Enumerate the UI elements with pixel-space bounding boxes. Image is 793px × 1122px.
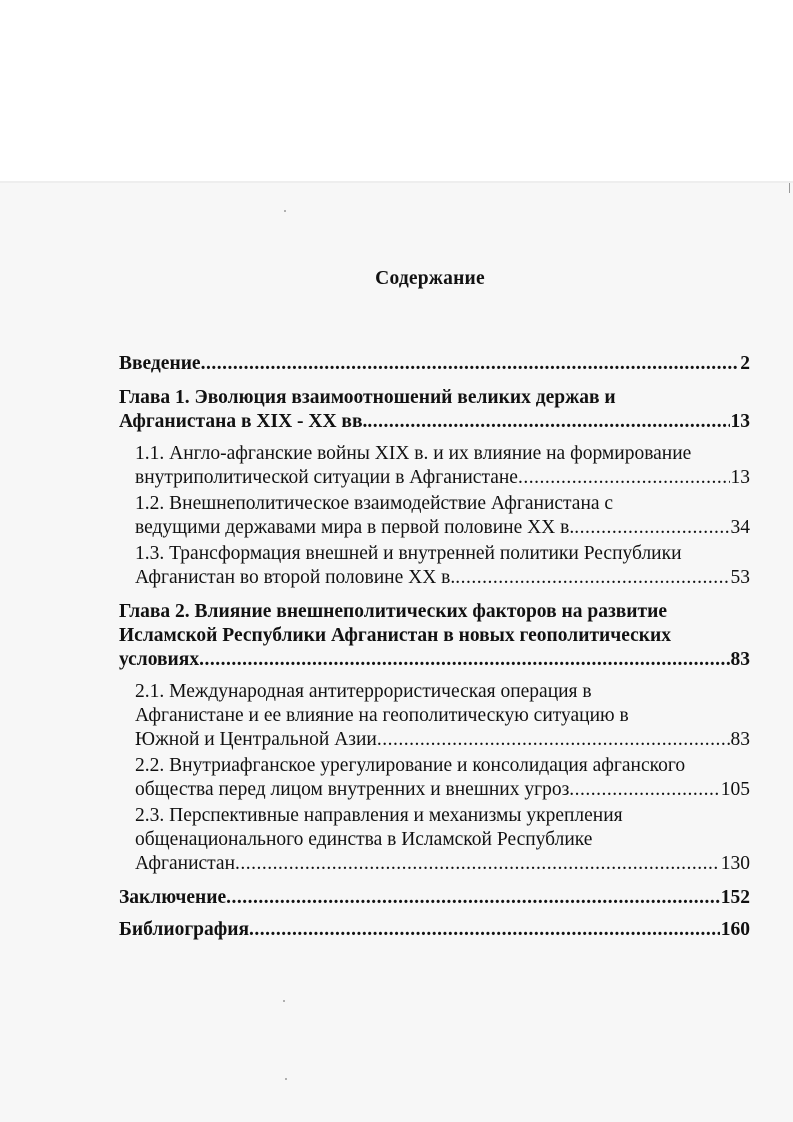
dot-leader: [569, 778, 719, 802]
scan-speck: [284, 210, 286, 212]
toc-entry-title: Введение: [119, 353, 201, 374]
dot-leader: [199, 648, 729, 672]
toc-entry-title: 1.3. Трансформация внешней и внутренней политики Республики: [135, 543, 682, 564]
toc-page-number: 13: [730, 467, 750, 488]
toc-entry-title: 1.2. Внешнеполитическое взаимодействие Афганистана с: [135, 493, 614, 514]
toc-entry-title-cont: Афганистан во второй половине XX в.: [135, 567, 456, 588]
toc-entry-bibliography[interactable]: [119, 918, 750, 942]
dot-leader: [367, 410, 729, 434]
toc-page-number: 83: [730, 649, 750, 670]
dot-leader: [377, 728, 730, 752]
toc-entry-title: 2.1. Международная антитеррористическая операция в: [135, 681, 592, 702]
toc-entry-title-cont: Афганистана в XIX - XX вв.: [119, 411, 368, 432]
toc-entry-title: Глава 1. Эволюция взаимоотношений великих держав и: [119, 387, 616, 408]
toc-page-number: 130: [720, 853, 750, 874]
dot-leader: [226, 886, 720, 910]
toc-entry-section-1-3[interactable]: [119, 542, 750, 590]
toc-entry-title: 2.3. Перспективные направления и механизмы укрепления: [135, 805, 623, 826]
toc-entry-section-2-1[interactable]: [119, 680, 750, 752]
toc-entry-title-cont: общества перед лицом внутренних и внешних угроз: [135, 779, 570, 800]
dot-leader: [574, 516, 729, 540]
dot-leader: [249, 918, 720, 942]
toc-entry-chapter-2[interactable]: [119, 600, 750, 672]
page-title: Содержание: [375, 268, 485, 289]
toc-entry-title: 2.2. Внутриафганское урегулирование и консолидация афганского: [135, 755, 686, 776]
toc-entry-title-cont: общенационального единства в Исламской Республике: [135, 829, 593, 850]
toc-entry-title: Заключение: [119, 887, 227, 908]
toc-entry-title-cont: Исламской Республики Афганистан в новых геополитических: [119, 625, 672, 646]
toc-entry-section-1-1[interactable]: [119, 442, 750, 490]
toc-entry-title-cont: ведущими державами мира в первой половине XX в.: [135, 517, 575, 538]
toc-entry-chapter-1[interactable]: [119, 386, 750, 434]
toc-entry-title-cont: условиях: [119, 649, 200, 670]
toc-entry-section-2-3[interactable]: [119, 804, 750, 876]
dot-leader: [201, 352, 740, 376]
toc-page-number: 160: [720, 919, 750, 940]
table-of-contents: [119, 352, 750, 942]
toc-entry-title-cont: внутриполитической ситуации в Афганистане: [135, 467, 518, 488]
toc-entry-title: Глава 2. Влияние внешнеполитических факторов на развитие: [119, 601, 668, 622]
toc-page-number: 152: [720, 887, 750, 908]
toc-page-number: 13: [730, 411, 750, 432]
toc-page-number: 105: [720, 779, 750, 800]
toc-entry-title-cont: Афганистан: [135, 853, 236, 874]
dot-leader: [518, 466, 730, 490]
dot-leader: [455, 566, 729, 590]
toc-page-number: 34: [730, 517, 750, 538]
toc-entry-title: 1.1. Англо-афганские войны XIX в. и их влияние на формирование: [135, 443, 692, 464]
toc-page-number: 83: [730, 729, 750, 750]
scan-speck: [283, 1000, 285, 1002]
toc-entry-conclusion[interactable]: [119, 886, 750, 910]
toc-entry-title-cont: Южной и Центральной Азии: [135, 729, 377, 750]
toc-entry-section-1-2[interactable]: [119, 492, 750, 540]
toc-entry-section-2-2[interactable]: [119, 754, 750, 802]
dot-leader: [235, 852, 720, 876]
scan-edge-mark: [789, 183, 790, 193]
toc-page-number: 53: [730, 567, 750, 588]
toc-entry-title: Библиография: [119, 919, 250, 940]
toc-entry-introduction[interactable]: [119, 352, 750, 376]
toc-page-number: 2: [740, 353, 750, 374]
scan-speck: [285, 1078, 287, 1080]
toc-entry-title-cont: Афганистане и ее влияние на геополитическую ситуацию в: [135, 705, 629, 726]
